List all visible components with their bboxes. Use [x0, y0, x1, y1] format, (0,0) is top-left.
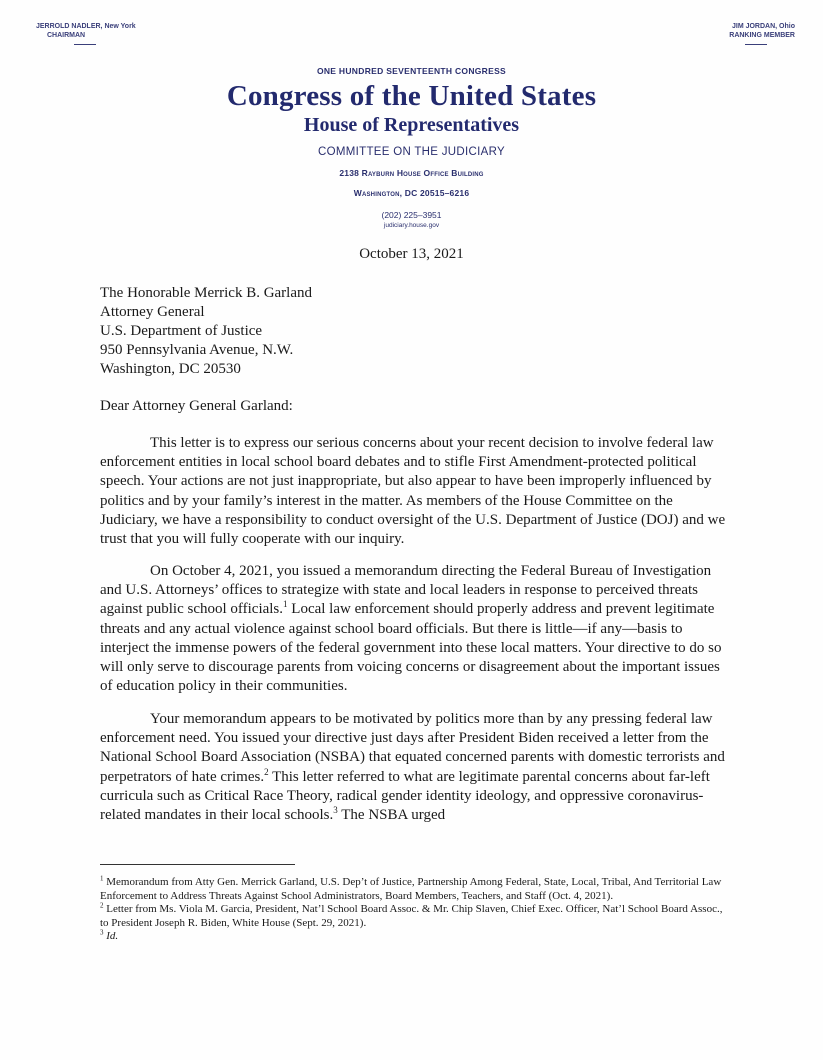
recipient-line: Attorney General: [100, 304, 205, 320]
ranking-member-title: RANKING MEMBER: [729, 32, 795, 39]
ranking-member-block: [729, 22, 795, 45]
recipient-line: Washington, DC 20530: [100, 361, 241, 377]
paragraph-3-text-c: The NSBA urged: [337, 807, 446, 824]
house-title: House of Representatives: [303, 114, 520, 136]
chairman-block: [36, 22, 136, 45]
footnote-number: 2: [100, 901, 104, 910]
chairman-title: CHAIRMAN: [47, 32, 86, 39]
paragraph-3: [100, 710, 726, 825]
congress-number: ONE HUNDRED SEVENTEENTH CONGRESS: [316, 66, 507, 76]
footnote-text: Id.: [103, 930, 119, 943]
footnote-3: [100, 930, 730, 944]
congress-title: Congress of the United States: [226, 80, 597, 112]
committee-name: COMMITTEE ON THE JUDICIARY: [318, 146, 505, 158]
footnote-1: [100, 876, 730, 903]
city-address: Washington, DC 20515–6216: [353, 188, 470, 198]
paragraph-1: [100, 434, 726, 549]
footnote-ref-2[interactable]: 2: [264, 766, 269, 777]
paragraph-3-text-b: This letter referred to what are legitimate parental concerns about far-left curricula such as Critical Race Theory, radical gender identity ideology, and oppressive coronavirus-related mandates in their local schools.: [100, 768, 710, 824]
phone-number: (202) 225–3951: [381, 210, 442, 220]
footnote-ref-1[interactable]: 1: [283, 599, 288, 610]
recipient-address: [100, 284, 312, 379]
footnotes: [100, 876, 730, 944]
footnote-divider: [100, 864, 295, 865]
paragraph-2-text-b: Local law enforcement should properly address and prevent legitimate threats and any actual violence against school board officials. But there is little—if any—basis to interject the immense powers of the federal government into these local matters. Your directive to do so will only serve to discourage parents from voicing concerns or disagreement about the important issues of education policy in their communities.: [100, 601, 722, 695]
ranking-member-name: JIM JORDAN, Ohio: [731, 23, 795, 30]
footnote-ref-3[interactable]: 3: [333, 805, 338, 816]
footnote-text: Memorandum from Atty Gen. Merrick Garland, U.S. Dep’t of Justice, Partnership Among Federal, State, Local, Tribal, And Territorial Law Enforcement to Address Threats Against School Administrators, Board Members, Teachers, and Staff (Oct. 4, 2021).: [100, 876, 722, 902]
recipient-line: U.S. Department of Justice: [100, 323, 263, 339]
paragraph-3-text-a: Your memorandum appears to be motivated by politics more than by any pressing federal law enforcement need. You issued your directive just days after President Biden received a letter from the National School Board Association (NSBA) that equated concerned parents with domestic terrorists and perpetrators of hate crimes.: [100, 711, 725, 785]
website: judiciary.house.gov: [383, 222, 440, 229]
building-address: 2138 Rayburn House Office Building: [339, 168, 484, 178]
paragraph-1-text: This letter is to express our serious concerns about your recent decision to involve federal law enforcement entities in local school board debates and to stifle First Amendment-protected political speech. Your actions are not just inappropriate, but also appear to have been improperly influenced by politics and by your family’s interest in the matter. As members of the House Committee on the Judiciary, we have a responsibility to conduct oversight of the U.S. Department of Justice (DOJ) and we trust that you will fully cooperate with our inquiry.: [100, 435, 726, 548]
footnote-number: 3: [100, 928, 104, 937]
chairman-name: JERROLD NADLER, New York: [36, 23, 136, 30]
salutation: Dear Attorney General Garland:: [100, 398, 293, 414]
ranking-member-rule: [745, 44, 767, 45]
footnote-text: Letter from Ms. Viola M. Garcia, President, Nat’l School Board Assoc. & Mr. Chip Slaven, Chief Exec. Officer, Nat’l School Board Assoc., to President Joseph R. Biden, White House (Sept. 29, 2021).: [100, 903, 723, 929]
paragraph-2-text-a: On October 4, 2021, you issued a memorandum directing the Federal Bureau of Investigation and U.S. Attorneys’ offices to strategize with state and local leaders in response to perceived threats against public school officials.: [100, 563, 712, 618]
paragraph-2: [100, 562, 726, 696]
recipient-line: 950 Pennsylvania Avenue, N.W.: [100, 342, 294, 358]
footnote-2: [100, 903, 730, 930]
letter-date: October 13, 2021: [359, 246, 464, 262]
chairman-rule: [74, 44, 96, 45]
footnote-number: 1: [100, 874, 104, 883]
recipient-line: The Honorable Merrick B. Garland: [100, 285, 313, 301]
